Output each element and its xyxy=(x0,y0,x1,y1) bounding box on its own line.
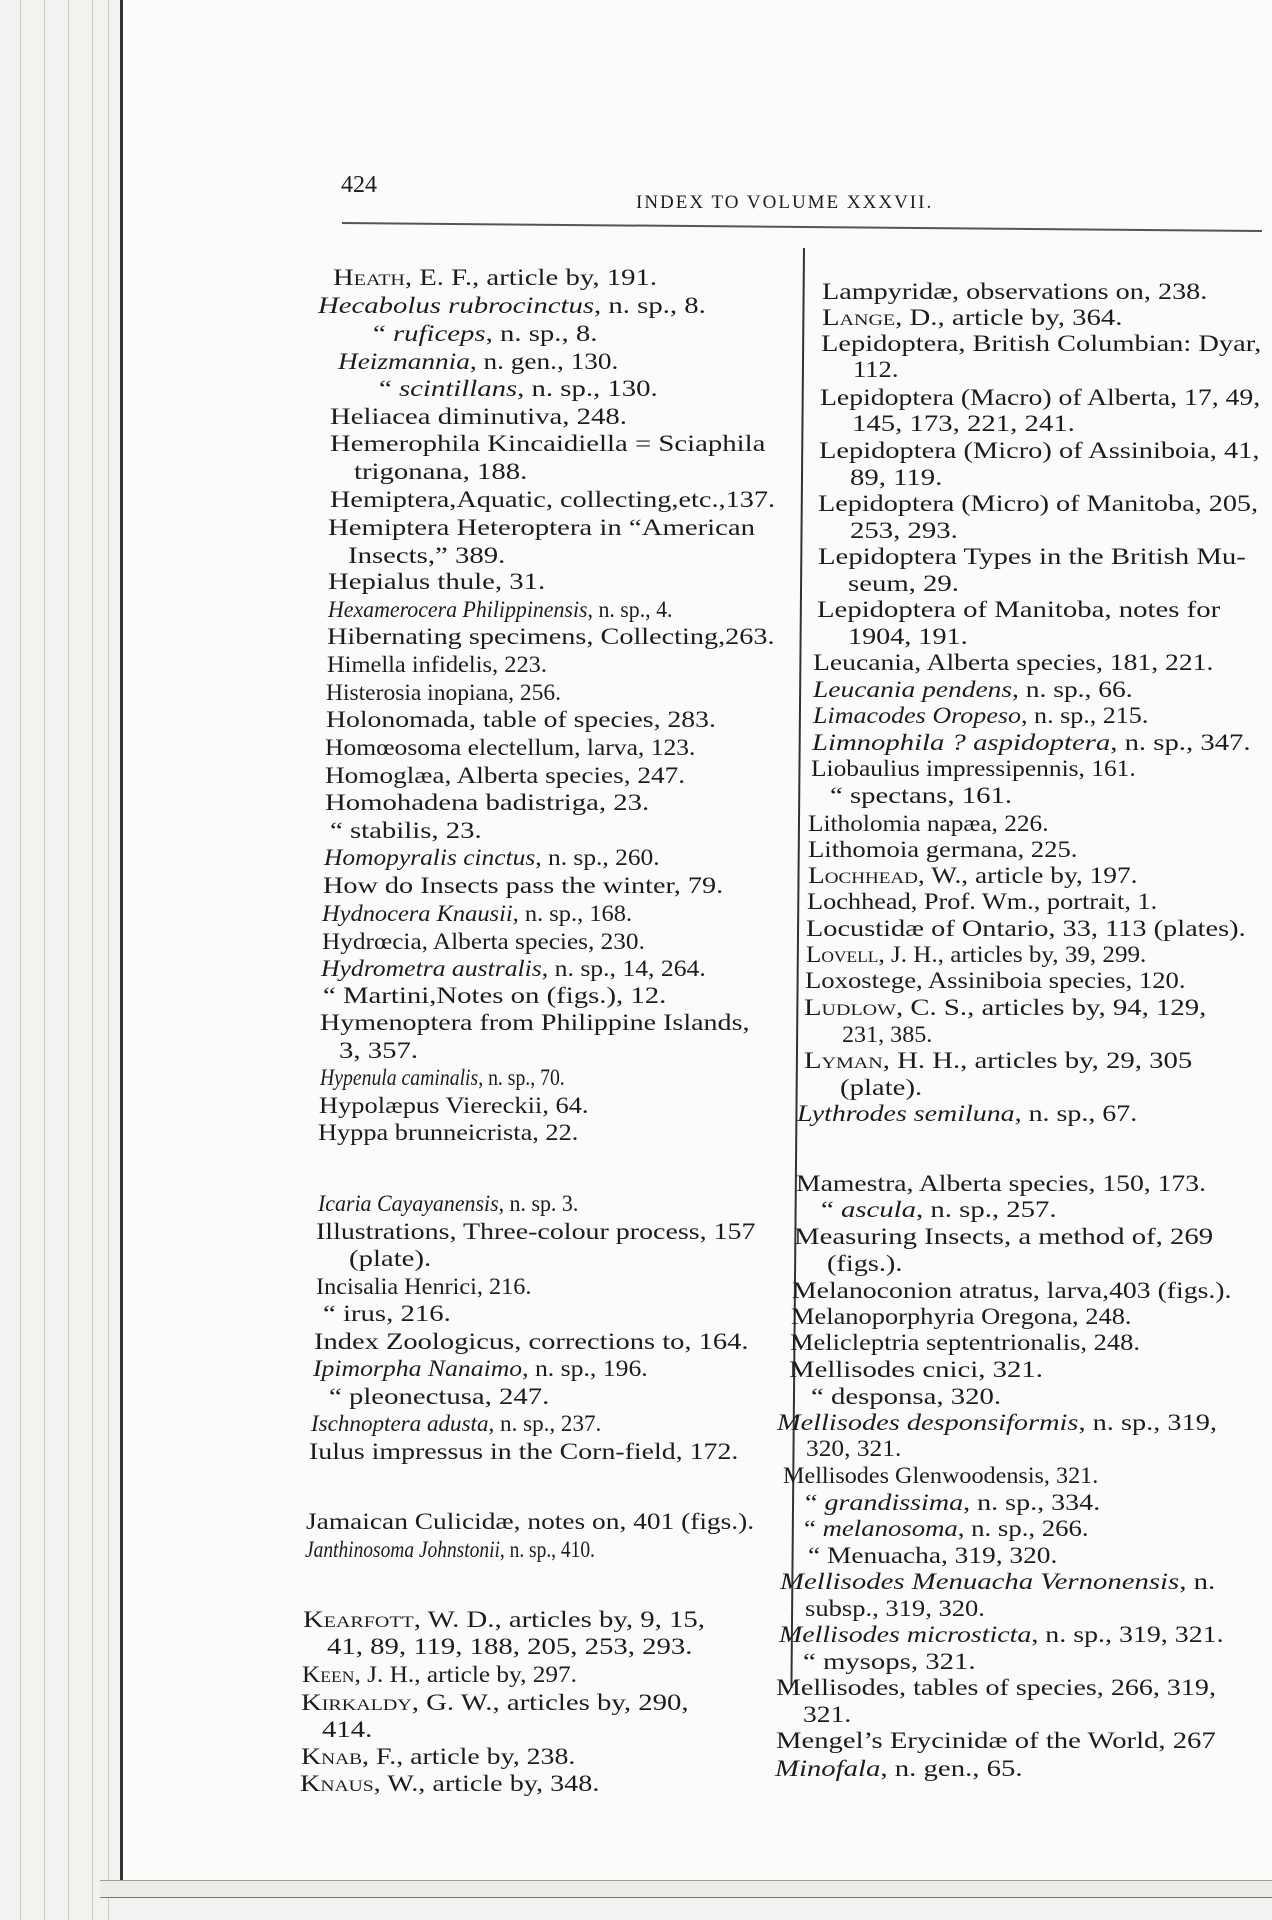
entry-text: , G. W., articles by, 290, xyxy=(411,1690,689,1715)
entry-text: Hydrœcia, Alberta species, 230. xyxy=(322,929,645,954)
entry-text: , W., article by, 197. xyxy=(917,863,1138,888)
running-head: INDEX TO VOLUME XXXVII. xyxy=(636,192,934,213)
index-entry xyxy=(328,516,755,539)
italic-name: Hexamerocera Philippinensis xyxy=(328,597,588,622)
index-entry xyxy=(808,838,1077,861)
entry-text: Leucania, Alberta species, 181, 221. xyxy=(813,650,1214,675)
index-entry xyxy=(820,386,1260,409)
index-entry xyxy=(320,1011,749,1034)
entry-text: , n. sp., 410. xyxy=(499,1537,595,1562)
entry-text: , F., article by, 238. xyxy=(362,1744,576,1769)
index-entry xyxy=(322,1718,372,1741)
entry-text: Iulus impressus in the Corn-field, 172. xyxy=(309,1439,739,1464)
entry-text: Himella infidelis, 223. xyxy=(327,652,548,677)
index-entry xyxy=(852,412,1075,435)
italic-name: Ipimorpha Nanaimo xyxy=(313,1356,523,1381)
author-name: Knab xyxy=(301,1744,363,1769)
index-entry xyxy=(318,1192,578,1215)
entry-text: 253, 293. xyxy=(850,518,958,543)
index-entry xyxy=(804,1049,1192,1072)
entry-text: , n. sp., 266. xyxy=(957,1516,1089,1541)
entry-text: Hymenoptera from Philippine Islands, xyxy=(320,1010,750,1035)
entry-text: How do Insects pass the winter, 79. xyxy=(323,873,724,898)
index-entry xyxy=(840,1076,922,1099)
index-entry xyxy=(813,678,1133,701)
index-entry xyxy=(813,651,1213,674)
index-entry xyxy=(328,570,545,593)
entry-text: Lepidoptera Types in the British Mu- xyxy=(818,544,1246,569)
index-entry xyxy=(327,653,547,676)
entry-text: “ xyxy=(805,1490,825,1515)
index-entry xyxy=(808,1544,1057,1567)
entry-text: , n. sp., 319, xyxy=(1078,1410,1218,1435)
entry-text: Melanoporphyria Oregona, 248. xyxy=(791,1304,1132,1329)
index-entry xyxy=(330,488,775,511)
entry-text: Lepidoptera (Micro) of Assiniboia, 41, xyxy=(819,438,1260,463)
index-entry xyxy=(850,519,958,542)
index-entry xyxy=(348,544,505,567)
index-entry xyxy=(813,704,1148,727)
entry-text: , n. sp., 67. xyxy=(1014,1101,1138,1126)
entry-text: 41, 89, 119, 188, 205, 253, 293. xyxy=(327,1634,693,1659)
index-entry xyxy=(811,757,1136,780)
author-name: Keen xyxy=(302,1662,355,1687)
entry-text: “ xyxy=(379,376,399,401)
entry-text: Lepidoptera (Macro) of Alberta, 17, 49, xyxy=(820,385,1261,410)
entry-text: , D., article by, 364. xyxy=(895,305,1123,330)
entry-text: Litholomia napæa, 226. xyxy=(808,811,1049,836)
index-entry xyxy=(325,764,685,787)
index-entry xyxy=(311,1412,601,1435)
italic-name: Ischnoptera adusta xyxy=(311,1411,489,1436)
entry-text: , J. H., article by, 297. xyxy=(354,1662,577,1687)
entry-text: “ pleonectusa, 247. xyxy=(329,1384,550,1409)
index-entry xyxy=(326,708,716,731)
index-entry xyxy=(818,492,1258,515)
index-entry xyxy=(780,1570,1215,1593)
index-entry xyxy=(811,1385,1001,1408)
entry-text: , n. sp., 4. xyxy=(587,597,673,622)
author-name: Lovell xyxy=(806,942,879,967)
index-entry xyxy=(792,1279,1231,1302)
entry-text: 414. xyxy=(322,1717,373,1742)
index-entry xyxy=(329,1385,549,1408)
index-entry xyxy=(853,358,898,381)
entry-text: , n. sp., 14, 264. xyxy=(541,956,706,981)
entry-text: “ xyxy=(821,1197,841,1222)
entry-text: Lampyridæ, observations on, 238. xyxy=(822,279,1208,304)
entry-text: Hypolæpus Viereckii, 64. xyxy=(319,1093,589,1118)
entry-text: Hyppa brunneicrista, 22. xyxy=(318,1120,579,1145)
index-entry xyxy=(790,1331,1140,1354)
index-entry xyxy=(301,1745,575,1768)
index-entry xyxy=(302,1663,577,1686)
index-entry xyxy=(322,902,632,925)
index-entry xyxy=(783,1464,1098,1487)
entry-text: Lithomoia germana, 225. xyxy=(808,837,1078,862)
index-entry xyxy=(779,1623,1224,1646)
entry-text: Homœosoma electellum, larva, 123. xyxy=(325,735,696,760)
index-entry xyxy=(794,1225,1213,1248)
index-entry xyxy=(326,681,561,704)
entry-text: , n. sp., 70. xyxy=(478,1065,565,1090)
entry-text: Hemiptera Heteroptera in “American xyxy=(328,515,756,540)
entry-text: Insects,” 389. xyxy=(348,543,506,568)
index-entry xyxy=(330,432,765,455)
entry-text: Heliacea diminutiva, 248. xyxy=(330,404,627,429)
entry-text: , n. xyxy=(1179,1569,1216,1594)
entry-text: , n. sp., 334. xyxy=(963,1490,1101,1515)
entry-text: “ Menuacha, 319, 320. xyxy=(808,1543,1058,1568)
index-entry xyxy=(373,322,597,345)
entry-text: “ irus, 216. xyxy=(323,1301,451,1326)
entry-text: 112. xyxy=(853,357,899,382)
entry-text: Lepidoptera (Micro) of Manitoba, 205, xyxy=(818,491,1259,516)
index-entry xyxy=(330,405,627,428)
entry-text: Jamaican Culicidæ, notes on, 401 (figs.). xyxy=(306,1509,755,1534)
italic-name: Hypenula caminalis xyxy=(320,1065,479,1090)
index-entry xyxy=(827,1252,902,1275)
entry-text: , n. sp., 257. xyxy=(916,1197,1057,1222)
entry-text: trigonana, 188. xyxy=(354,459,528,484)
italic-name: Leucania pendens xyxy=(813,677,1013,702)
italic-name: Mellisodes Menuacha Vernonensis xyxy=(780,1569,1180,1594)
index-entry xyxy=(805,1597,985,1620)
index-entry xyxy=(338,350,618,373)
entry-text: , n. sp. 3. xyxy=(498,1191,579,1216)
index-entry xyxy=(818,545,1246,568)
page-number: 424 xyxy=(341,172,377,198)
italic-name: Minofala xyxy=(775,1756,881,1781)
entry-text: Incisalia Henrici, 216. xyxy=(316,1274,532,1299)
entry-text: Mamestra, Alberta species, 150, 173. xyxy=(796,1171,1206,1196)
index-entry xyxy=(322,930,645,953)
index-entry xyxy=(821,332,1261,355)
index-entry xyxy=(325,736,695,759)
entry-text: Lochhead, Prof. Wm., portrait, 1. xyxy=(807,889,1158,914)
index-entry xyxy=(822,306,1122,329)
entry-text: subsp., 319, 320. xyxy=(805,1596,985,1621)
entry-text: “ Martini,Notes on (figs.), 12. xyxy=(323,983,667,1008)
entry-text: 320, 321. xyxy=(806,1436,902,1461)
entry-text: , n. gen., 65. xyxy=(880,1756,1023,1781)
index-entry xyxy=(804,996,1206,1019)
index-entry xyxy=(776,1729,1216,1752)
author-name: Knaus xyxy=(300,1771,374,1796)
author-name: Heath xyxy=(333,265,405,290)
italic-name: Limnophila ? aspidoptera xyxy=(812,730,1111,755)
index-entry xyxy=(349,1247,431,1270)
entry-text: , n. sp., 196. xyxy=(522,1356,648,1381)
index-entry xyxy=(791,1305,1132,1328)
entry-text: Mellisodes, tables of species, 266, 319, xyxy=(776,1675,1216,1700)
page-bottom-edge xyxy=(100,1880,1272,1898)
entry-text: Illustrations, Three-colour process, 157 xyxy=(316,1219,756,1244)
index-entry xyxy=(305,1538,595,1561)
entry-text: , n. sp., 168. xyxy=(512,901,633,926)
index-entry xyxy=(330,819,482,842)
entry-text: Homohadena badistriga, 23. xyxy=(325,790,650,815)
entry-text: , n. sp., 130. xyxy=(517,376,658,401)
italic-name: Hecabolus rubrocinctus xyxy=(318,293,595,318)
entry-text: Hepialus thule, 31. xyxy=(328,569,546,594)
entry-text: Histerosia inopiana, 256. xyxy=(326,680,562,705)
entry-text: , n. gen., 130. xyxy=(469,349,619,374)
index-entry xyxy=(796,1172,1206,1195)
index-entry xyxy=(313,1357,648,1380)
index-entry xyxy=(323,984,666,1007)
entry-text: Mellisodes cnici, 321. xyxy=(789,1357,1043,1382)
author-name: Kirkaldy xyxy=(301,1690,412,1715)
italic-name: Mellisodes desponsiformis xyxy=(777,1410,1079,1435)
index-entry xyxy=(805,1491,1100,1514)
index-entry xyxy=(319,1094,589,1117)
italic-name: scintillans xyxy=(398,376,518,401)
index-entry xyxy=(333,266,657,289)
italic-name: Homopyralis cinctus xyxy=(324,845,536,870)
entry-text: Holonomada, table of species, 283. xyxy=(326,707,716,732)
entry-text: , n. sp., 8. xyxy=(594,293,706,318)
index-entry xyxy=(339,1039,418,1062)
page-edge xyxy=(20,0,21,1920)
index-entry xyxy=(808,812,1049,835)
italic-name: Mellisodes microsticta xyxy=(779,1622,1032,1647)
entry-text: , n. sp., 260. xyxy=(535,845,660,870)
italic-name: ruficeps xyxy=(392,321,486,346)
index-entry xyxy=(806,1437,901,1460)
italic-name: Janthinosoma Johnstonii xyxy=(305,1537,500,1562)
entry-text: , n. sp., 237. xyxy=(488,1411,602,1436)
index-entry xyxy=(309,1440,738,1463)
index-entry xyxy=(797,1102,1137,1125)
index-entry xyxy=(379,377,658,400)
index-entry xyxy=(777,1411,1217,1434)
entry-text: Mengel’s Erycinidæ of the World, 267 xyxy=(776,1728,1216,1753)
entry-text: 3, 357. xyxy=(339,1038,419,1063)
index-entry xyxy=(318,294,706,317)
entry-text: “ xyxy=(804,1516,823,1541)
index-entry xyxy=(789,1358,1043,1381)
index-entry xyxy=(819,439,1260,462)
index-entry xyxy=(805,969,1186,992)
entry-text: 1904, 191. xyxy=(848,624,968,649)
entry-text: Lepidoptera, British Columbian: Dyar, xyxy=(821,331,1262,356)
index-entry xyxy=(850,466,942,489)
index-entry xyxy=(314,1330,748,1353)
entry-text: 145, 173, 221, 241. xyxy=(852,411,1075,436)
entry-text: Homoglæa, Alberta species, 247. xyxy=(325,763,686,788)
author-name: Ludlow xyxy=(804,995,896,1020)
index-entry xyxy=(316,1275,531,1298)
entry-text: “ mysops, 321. xyxy=(803,1649,976,1674)
page-edge xyxy=(92,0,93,1920)
author-name: Lyman xyxy=(804,1048,883,1073)
page-edge xyxy=(108,0,109,1920)
entry-text: , n. sp., 347. xyxy=(1110,730,1251,755)
italic-name: Lythrodes semiluna xyxy=(797,1101,1015,1126)
entry-text: (figs.). xyxy=(827,1251,903,1276)
entry-text: seum, 29. xyxy=(848,571,960,596)
index-entry xyxy=(808,864,1138,887)
index-entry xyxy=(822,280,1207,303)
entry-text: Liobaulius impressipennis, 161. xyxy=(811,756,1136,781)
entry-text: 89, 119. xyxy=(850,465,943,490)
index-entry xyxy=(328,598,672,621)
index-entry xyxy=(848,625,968,648)
index-entry xyxy=(321,957,706,980)
italic-name: melanosoma xyxy=(822,1516,958,1541)
index-entry xyxy=(327,625,775,648)
index-entry xyxy=(806,943,1146,966)
author-name: Lange xyxy=(822,305,896,330)
entry-text: , n. sp., 215. xyxy=(1021,703,1149,728)
entry-text: , W., article by, 348. xyxy=(373,1771,600,1796)
index-entry xyxy=(325,791,649,814)
index-entry xyxy=(806,917,1246,940)
index-entry xyxy=(804,1517,1089,1540)
entry-text: “ spectans, 161. xyxy=(830,783,1013,808)
entry-text: Lepidoptera of Manitoba, notes for xyxy=(817,597,1221,622)
entry-text: Loxostege, Assiniboia species, 120. xyxy=(805,968,1186,993)
index-entry xyxy=(803,1703,851,1726)
entry-text: Hemiptera,Aquatic, collecting,etc.,137. xyxy=(330,487,776,512)
entry-text: 231, 385. xyxy=(842,1022,933,1047)
italic-name: Hydnocera Knausii xyxy=(322,901,513,926)
entry-text: (plate). xyxy=(840,1075,923,1100)
index-entry xyxy=(812,731,1251,754)
italic-name: grandissima xyxy=(824,1490,964,1515)
entry-text: , E. F., article by, 191. xyxy=(404,265,658,290)
index-entry xyxy=(323,1302,451,1325)
index-entry xyxy=(318,1121,578,1144)
index-entry xyxy=(300,1772,599,1795)
index-entry xyxy=(354,460,527,483)
entry-text: Index Zoologicus, corrections to, 164. xyxy=(314,1329,749,1354)
italic-name: Heizmannia xyxy=(338,349,470,374)
index-entry xyxy=(316,1220,756,1243)
index-entry xyxy=(775,1757,1023,1780)
index-entry xyxy=(324,846,660,869)
index-entry xyxy=(830,784,1012,807)
index-entry xyxy=(776,1676,1216,1699)
entry-text: “ desponsa, 320. xyxy=(811,1384,1002,1409)
author-name: Lochhead xyxy=(808,863,918,888)
page-edge xyxy=(44,0,45,1920)
entry-text: , H. H., articles by, 29, 305 xyxy=(882,1048,1193,1073)
entry-text: Melicleptria septentrionalis, 248. xyxy=(790,1330,1140,1355)
author-name: Kearfott xyxy=(303,1607,414,1632)
entry-text: , n. sp., 319, 321. xyxy=(1031,1622,1224,1647)
index-entry xyxy=(803,1650,976,1673)
italic-name: Limacodes Oropeso xyxy=(813,703,1022,728)
italic-name: Hydrometra australis xyxy=(321,956,542,981)
entry-text: , n. sp., 8. xyxy=(485,321,598,346)
index-entry xyxy=(817,598,1220,621)
page-edge xyxy=(68,0,69,1920)
entry-text: Measuring Insects, a method of, 269 xyxy=(794,1224,1214,1249)
entry-text: , n. sp., 66. xyxy=(1012,677,1133,702)
entry-text: , C. S., articles by, 94, 129, xyxy=(895,995,1207,1020)
entry-text: “ xyxy=(373,321,393,346)
index-entry xyxy=(327,1635,693,1658)
entry-text: Locustidæ of Ontario, 33, 113 (plates). xyxy=(806,916,1246,941)
entry-text: Mellisodes Glenwoodensis, 321. xyxy=(783,1463,1099,1488)
index-entry xyxy=(848,572,959,595)
entry-text: “ stabilis, 23. xyxy=(330,818,482,843)
index-entry xyxy=(323,874,723,897)
entry-text: , W. D., articles by, 9, 15, xyxy=(413,1607,705,1632)
italic-name: ascula xyxy=(840,1197,917,1222)
entry-text: 321. xyxy=(803,1702,852,1727)
index-entry xyxy=(807,890,1157,913)
entry-text: , J. H., articles by, 39, 299. xyxy=(878,942,1147,967)
index-entry xyxy=(306,1510,754,1533)
entry-text: Hemerophila Kincaidiella = Sciaphila xyxy=(330,431,766,456)
index-entry xyxy=(842,1023,932,1046)
italic-name: Icaria Cayayanensis xyxy=(318,1191,499,1216)
entry-text: Hibernating specimens, Collecting,263. xyxy=(327,624,775,649)
entry-text: Melanoconion atratus, larva,403 (figs.). xyxy=(792,1278,1232,1303)
index-entry xyxy=(320,1066,565,1089)
entry-text: (plate). xyxy=(349,1246,432,1271)
index-entry xyxy=(821,1198,1057,1221)
index-entry xyxy=(301,1691,689,1714)
index-entry xyxy=(303,1608,705,1631)
